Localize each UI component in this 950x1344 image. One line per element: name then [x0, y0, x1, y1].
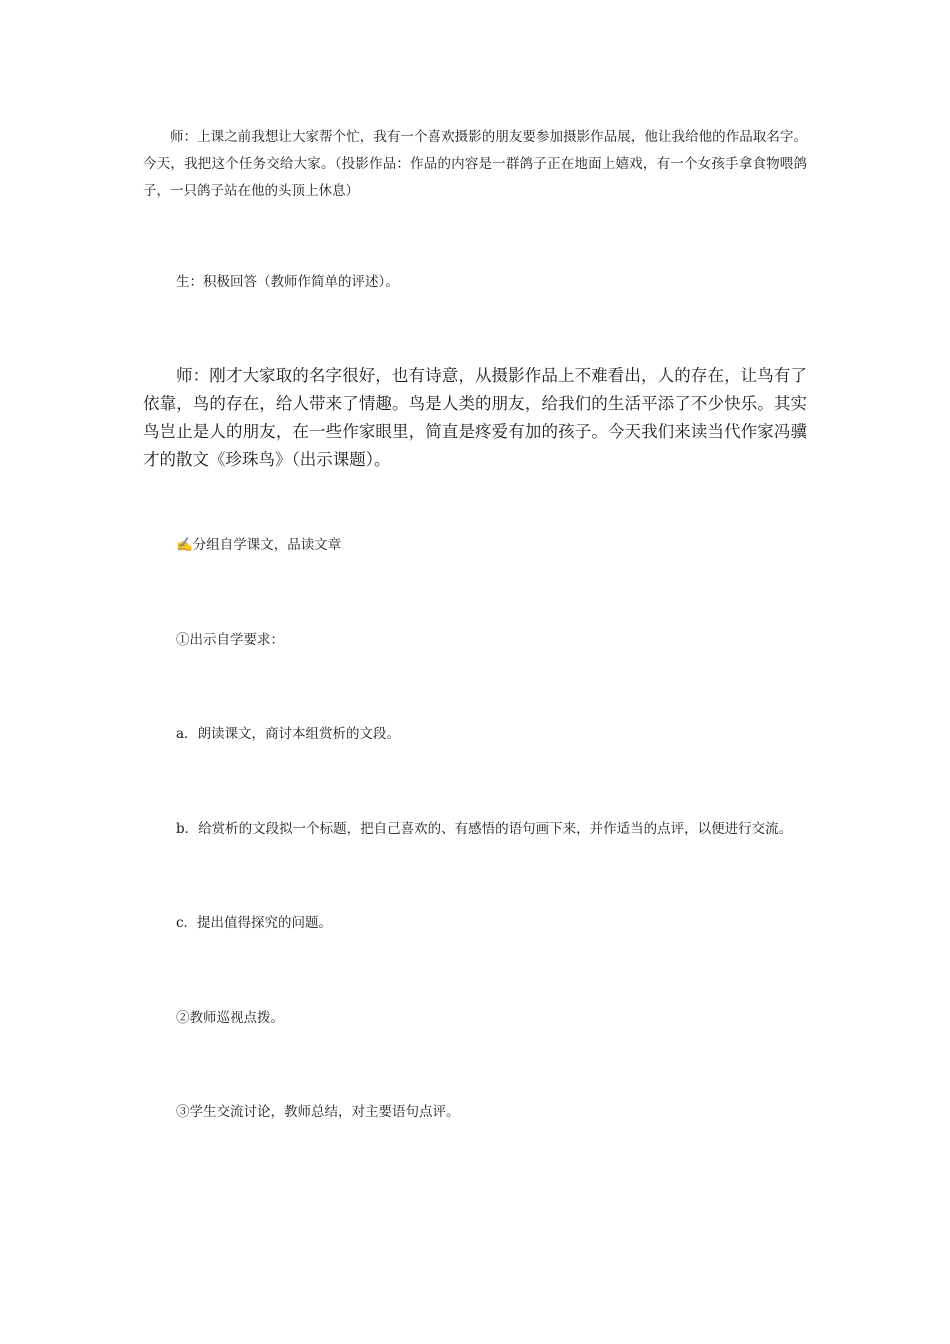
section-heading: ✍分组自学课文，品读文章	[176, 537, 342, 553]
requirement-b-line: b．给赏析的文段拟一个标题，把自己喜欢的、有感悟的语句画下来，并作适当的点评，以便进行交流。	[176, 821, 793, 837]
step-1-line: ①出示自学要求：	[176, 632, 284, 648]
step-3-line: ③学生交流讨论，教师总结，对主要语句点评。	[176, 1104, 460, 1120]
requirement-a-line: a．朗读课文，商讨本组赏析的文段。	[176, 726, 401, 742]
step-2-line: ②教师巡视点拨。	[176, 1010, 284, 1026]
teacher-lead-in-paragraph: 师：刚才大家取的名字很好，也有诗意，从摄影作品上不难看出，人的存在，让鸟有了依靠，鸟的存在，给人带来了情趣。鸟是人类的朋友，给我们的生活平添了不少快乐。其实鸟岂止是人的朋友，在一些作家眼里，简直是疼爱有加的孩子。今天我们来读当代作家冯骥才的散文《珍珠鸟》（出示课题）。	[143, 366, 807, 469]
teacher-intro-paragraph: 师：上课之前我想让大家帮个忙，我有一个喜欢摄影的朋友要参加摄影作品展，他让我给他的作品取名字。今天，我把这个任务交给大家。（投影作品：作品的内容是一群鸽子正在地面上嬉戏，有一个女孩手拿食物喂鸽子，一只鸽子站在他的头顶上休息）	[143, 129, 807, 199]
student-answer-paragraph: 生：积极回答（教师作简单的评述）。	[176, 274, 399, 290]
requirement-c-line: c．提出值得探究的问题。	[176, 915, 333, 931]
